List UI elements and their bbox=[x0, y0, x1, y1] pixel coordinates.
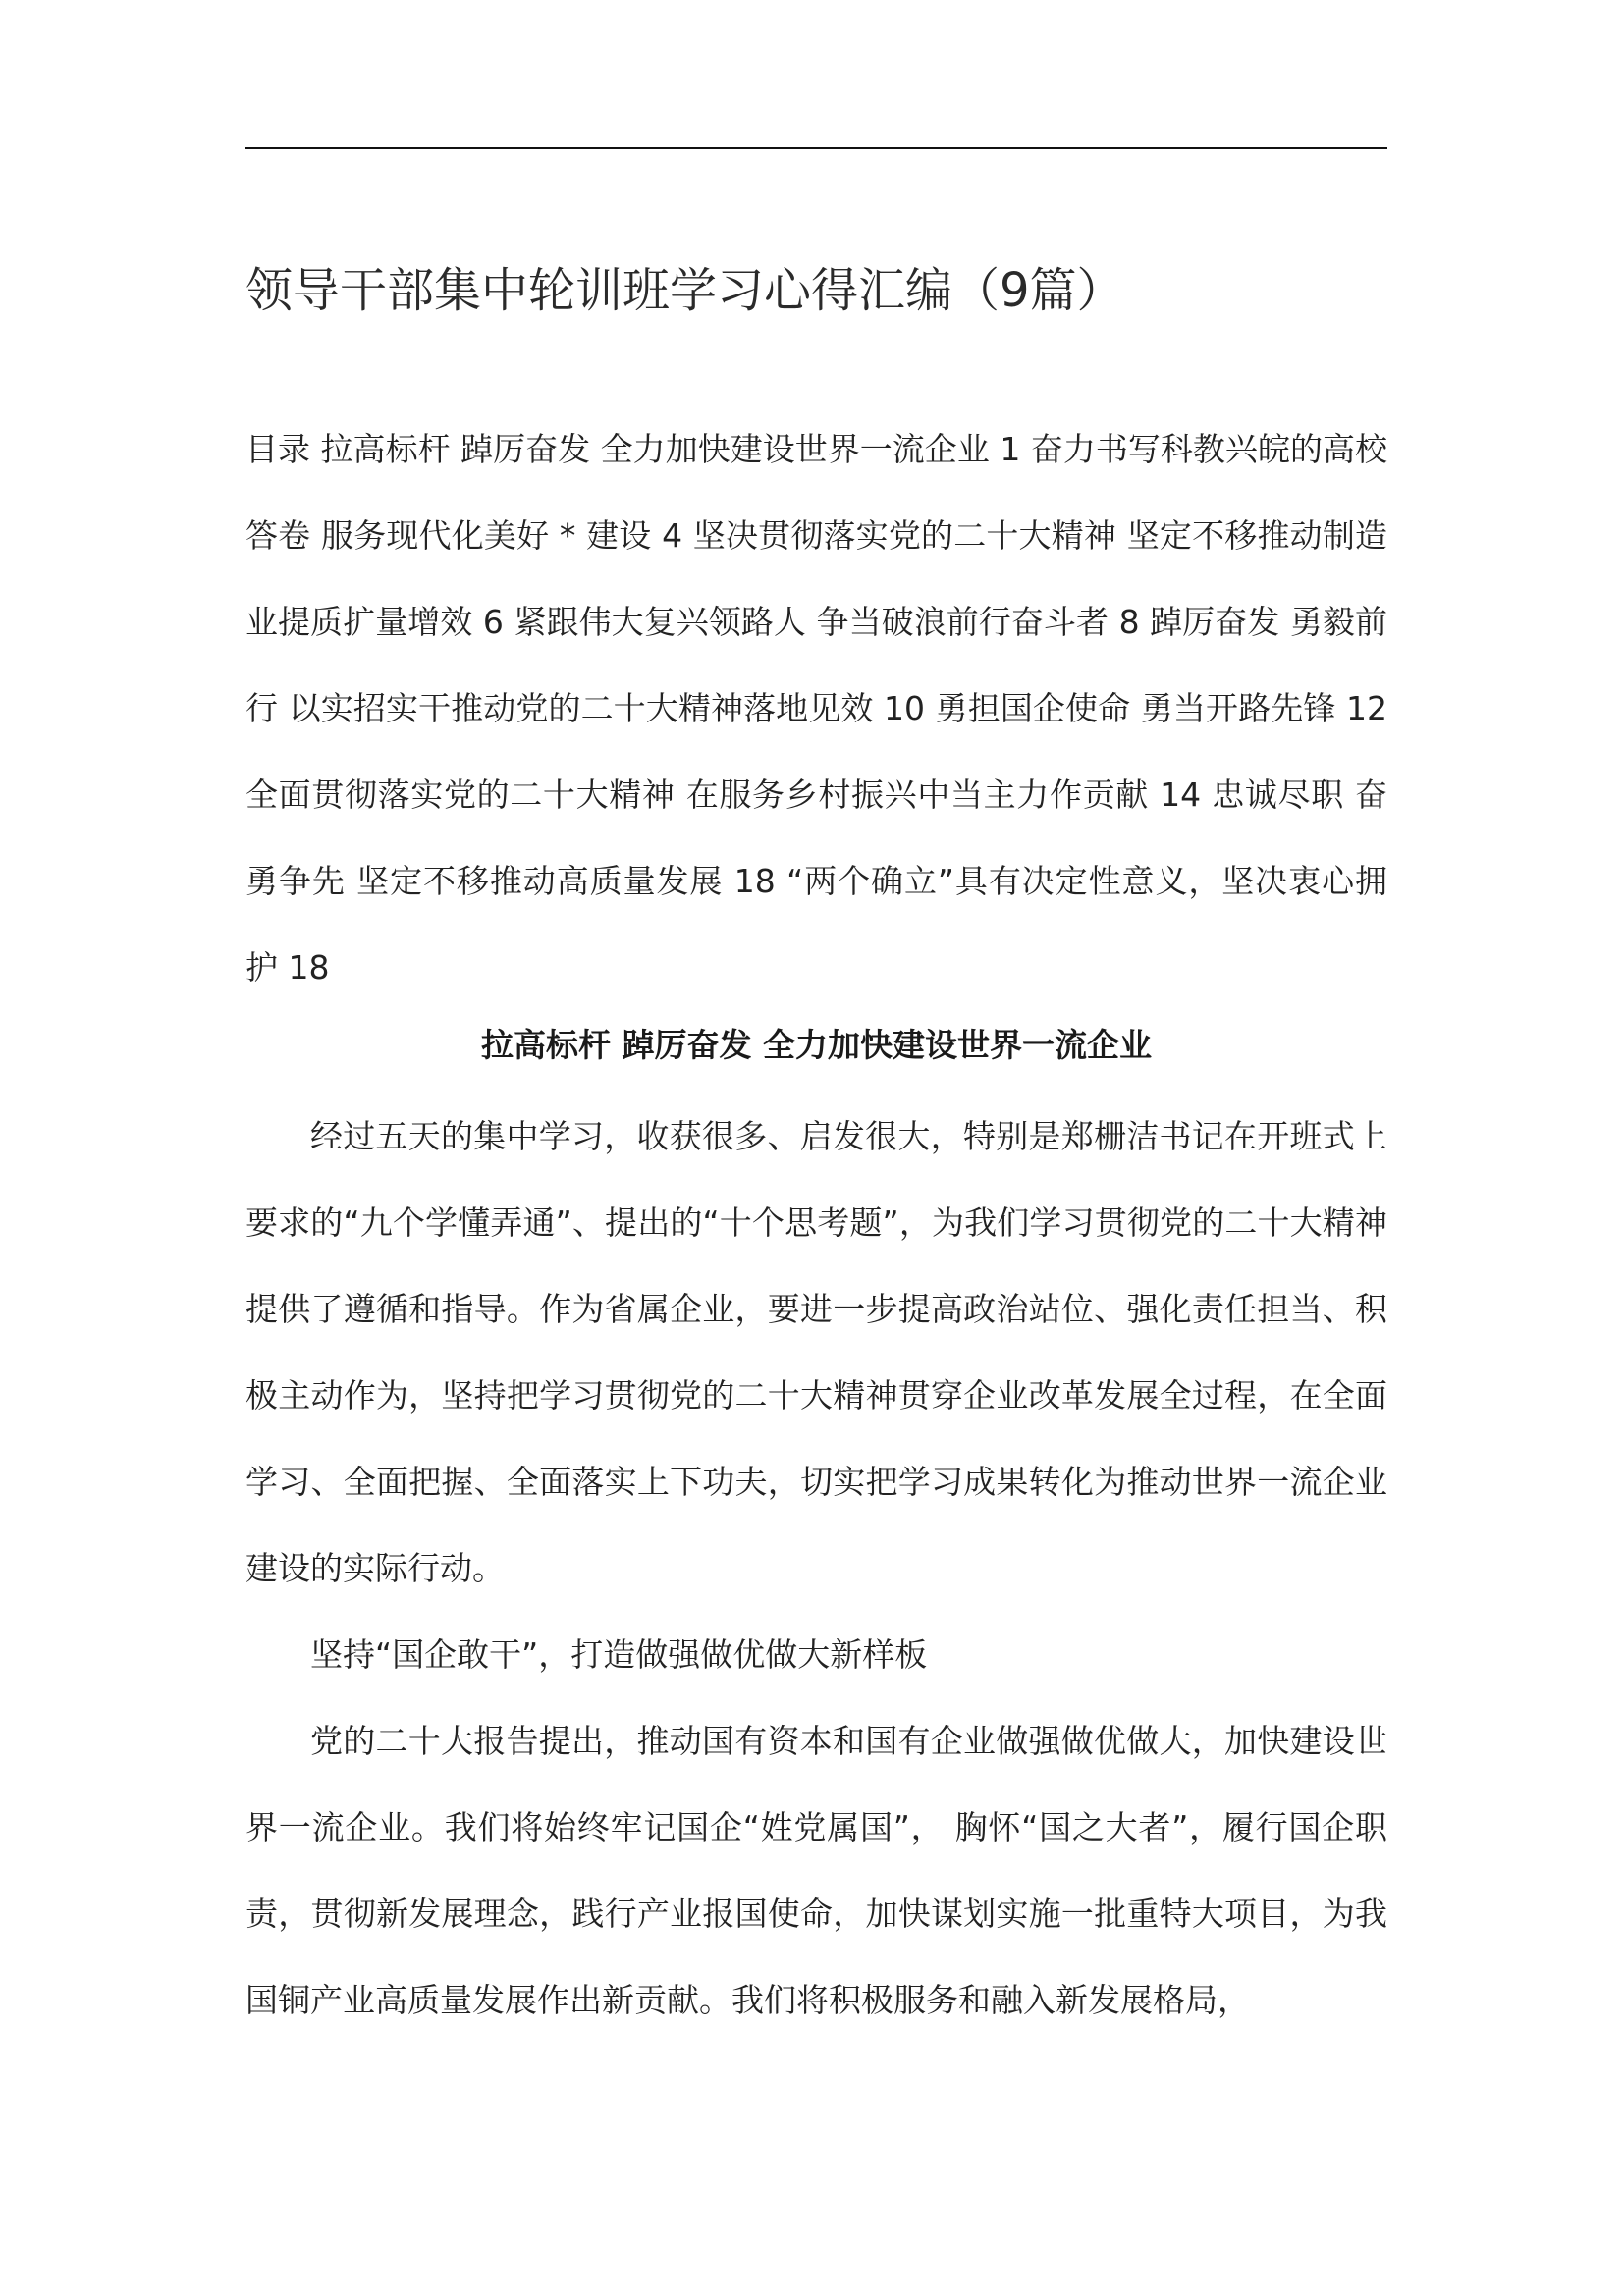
header-rule bbox=[245, 147, 1387, 149]
section-heading: 拉高标杆 踔厉奋发 全力加快建设世界一流企业 bbox=[481, 1026, 1152, 1064]
body-paragraph: 党的二十大报告提出，推动国有资本和国有企业做强做优做大，加快建设世界一流企业。我们将始终牢记国企“姓党属国”， 胸怀“国之大者”，履行国企职责，贯彻新发展理念，践行产业报国使命，加快谋划实施一批重特大项目，为我国铜产业高质量发展作出新贡献。我们将积极服务和融入新发展格局， bbox=[245, 1722, 1387, 2019]
document-title: 领导干部集中轮训班学习心得汇编（9篇） bbox=[245, 263, 1124, 318]
table-of-contents: 目录 拉高标杆 踔厉奋发 全力加快建设世界一流企业 1 奋力书写科教兴皖的高校答卷 服务现代化美好 * 建设 4 坚决贯彻落实党的二十大精神 坚定不移推动制造业提质扩量增效 6 紧跟伟大复兴领路人 争当破浪前行奋斗者 8 踔厉奋发 勇毅前行 以实招实干推动党的二十大精神落地见效 10 勇担国企使命 勇当开路先锋 12 全面贯彻落实党的二十大精神 在服务乡村振兴中当主力作贡献 14 忠诚尽职 奋勇争先 坚定不移推动高质量发展 18 “两个确立”具有决定性意义，坚决衷心拥护 18 bbox=[245, 430, 1387, 987]
body-paragraph-intro: 经过五天的集中学习，收获很多、启发很大，特别是郑栅洁书记在开班式上要求的“九个学懂弄通”、提出的“十个思考题”，为我们学习贯彻党的二十大精神提供了遵循和指导。作为省属企业，要进一步提高政治站位、强化责任担当、积极主动作为，坚持把学习贯彻党的二十大精神贯穿企业改革发展全过程，在全面学习、全面把握、全面落实上下功夫，切实把学习成果转化为推动世界一流企业建设的实际行动。 bbox=[245, 1117, 1387, 1587]
body-subheading: 坚持“国企敢干”，打造做强做优做大新样板 bbox=[310, 1635, 928, 1674]
section-body bbox=[245, 1094, 1387, 2044]
